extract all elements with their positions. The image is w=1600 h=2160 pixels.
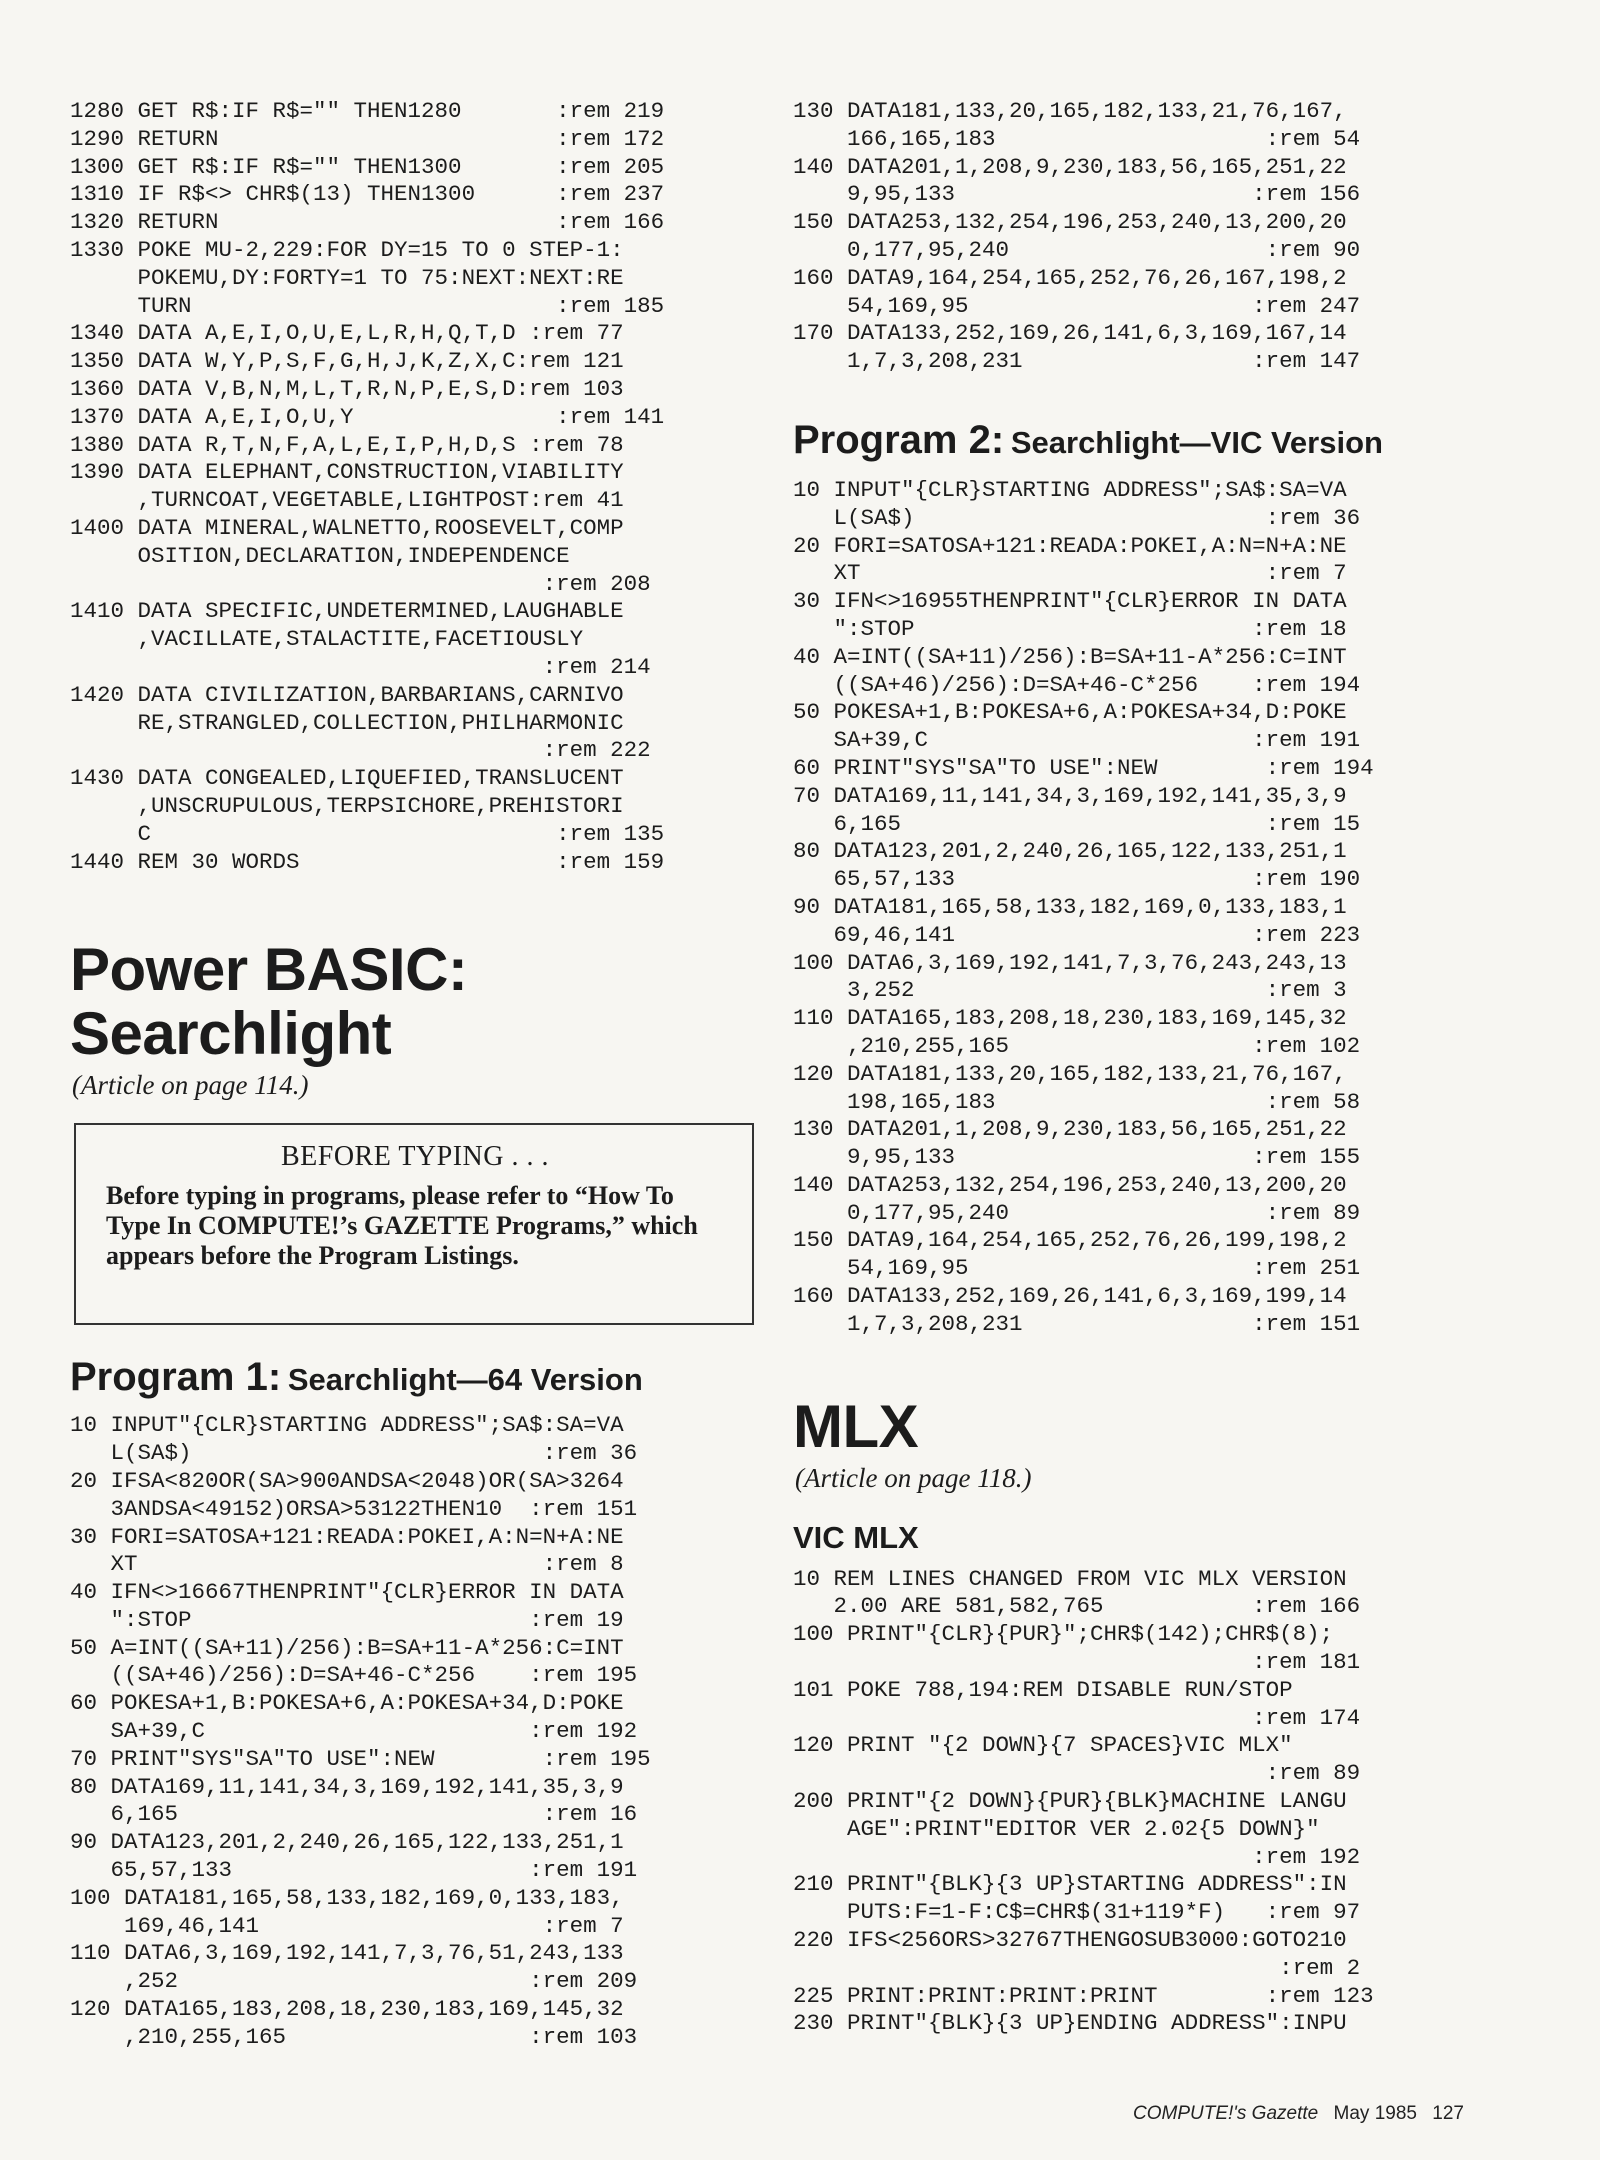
code-line: 54,169,95 :rem 247 <box>793 292 1361 319</box>
code-line: 10 INPUT"{CLR}STARTING ADDRESS";SA$:SA=VA <box>70 1412 624 1439</box>
left-column <box>70 98 760 2052</box>
code-line: ,210,255,165 :rem 103 <box>70 2023 638 2050</box>
code-line: L(SA$) :rem 36 <box>793 504 1361 531</box>
code-line: TURN :rem 185 <box>70 292 665 319</box>
program2-heading <box>793 418 1483 463</box>
code-line: OSITION,DECLARATION,INDEPENDENCE <box>70 542 570 569</box>
before-typing-title: BEFORE TYPING . . . <box>280 1141 549 1173</box>
code-line: 1290 RETURN :rem 172 <box>70 125 665 152</box>
code-line: 1,7,3,208,231 :rem 151 <box>793 1310 1361 1337</box>
code-line: 69,46,141 :rem 223 <box>793 921 1361 948</box>
page-footer <box>1133 2103 1474 2125</box>
code-line: :rem 222 <box>70 737 651 764</box>
code-line: PUTS:F=1-F:C$=CHR$(31+119*F) :rem 97 <box>793 1899 1361 1926</box>
code-line: 120 DATA165,183,208,18,230,183,169,145,32 <box>70 1996 624 2023</box>
code-line: 170 DATA133,252,169,26,141,6,3,169,167,14 <box>793 320 1347 347</box>
code-line: 70 PRINT"SYS"SA"TO USE":NEW :rem 195 <box>70 1745 651 1772</box>
code-line: 1370 DATA A,E,I,O,U,Y :rem 141 <box>70 403 665 430</box>
code-line: 65,57,133 :rem 190 <box>793 866 1361 893</box>
code-line: 140 DATA253,132,254,196,253,240,13,200,20 <box>793 1171 1347 1198</box>
code-line: 20 IFSA<820OR(SA>900ANDSA<2048)OR(SA>3264 <box>70 1467 624 1494</box>
footer-page-number: 127 <box>1432 2103 1464 2124</box>
code-line: 3,252 :rem 3 <box>793 977 1347 1004</box>
code-line: 80 DATA169,11,141,34,3,169,192,141,35,3,9 <box>70 1773 624 1800</box>
code-line: 101 POKE 788,194:REM DISABLE RUN/STOP <box>793 1676 1293 1703</box>
code-line: ,UNSCRUPULOUS,TERPSICHORE,PREHISTORI <box>70 792 624 819</box>
code-line: :rem 174 <box>793 1704 1361 1731</box>
code-line: 9,95,133 :rem 156 <box>793 181 1361 208</box>
code-line: ((SA+46)/256):D=SA+46-C*256 :rem 194 <box>793 671 1361 698</box>
code-line: 40 IFN<>16667THENPRINT"{CLR}ERROR IN DATA <box>70 1579 624 1606</box>
code-line: 140 DATA201,1,208,9,230,183,56,165,251,22 <box>793 153 1347 180</box>
code-line: 100 PRINT"{CLR}{PUR}";CHR$(142);CHR$(8); <box>793 1621 1334 1648</box>
code-line: XT :rem 7 <box>793 560 1347 587</box>
article-reference: (Article on page 114.) <box>72 1070 309 1101</box>
code-line: 1350 DATA W,Y,P,S,F,G,H,J,K,Z,X,C:rem 121 <box>70 348 624 375</box>
code-line: ,252 :rem 209 <box>70 1968 638 1995</box>
program1-listing <box>70 1412 760 2051</box>
code-line: 100 DATA181,165,58,133,182,169,0,133,183, <box>70 1884 624 1911</box>
code-line: 2.00 ARE 581,582,765 :rem 166 <box>793 1593 1361 1620</box>
footer-publication: COMPUTE!'s Gazette <box>1133 2103 1319 2124</box>
code-line: :rem 208 <box>70 570 651 597</box>
code-line: 1300 GET R$:IF R$="" THEN1300 :rem 205 <box>70 153 665 180</box>
code-line: 30 IFN<>16955THENPRINT"{CLR}ERROR IN DATA <box>793 588 1347 615</box>
before-typing-text: Before typing in programs, please refer to “How To Type In COMPUTE!’s GAZETTE Programs,” which appears before the Program Listings. <box>106 1181 698 1271</box>
code-line: 130 DATA181,133,20,165,182,133,21,76,167, <box>793 98 1347 124</box>
code-line: 200 PRINT"{2 DOWN}{PUR}{BLK}MACHINE LANGU <box>793 1788 1347 1815</box>
code-line: 70 DATA169,11,141,34,3,169,192,141,35,3,9 <box>793 782 1347 809</box>
code-line: 1330 POKE MU-2,229:FOR DY=15 TO 0 STEP-1: <box>70 236 624 263</box>
code-line: 1,7,3,208,231 :rem 147 <box>793 348 1361 375</box>
program2-listing <box>793 477 1483 1339</box>
code-line: 130 DATA201,1,208,9,230,183,56,165,251,22 <box>793 1116 1347 1143</box>
code-line: 1280 GET R$:IF R$="" THEN1280 :rem 219 <box>70 98 665 124</box>
code-line: 1320 RETURN :rem 166 <box>70 209 665 236</box>
code-line: :rem 214 <box>70 653 651 680</box>
code-line: 65,57,133 :rem 191 <box>70 1857 638 1884</box>
article-title <box>70 938 760 1066</box>
code-line: 60 PRINT"SYS"SA"TO USE":NEW :rem 194 <box>793 754 1374 781</box>
code-line: 20 FORI=SATOSA+121:READA:POKEI,A:N=N+A:NE <box>793 532 1347 559</box>
code-line: 9,95,133 :rem 155 <box>793 1144 1361 1171</box>
right-column <box>793 98 1483 2038</box>
code-line: XT :rem 8 <box>70 1551 624 1578</box>
code-line: 120 DATA181,133,20,165,182,133,21,76,167, <box>793 1060 1347 1087</box>
code-line: 150 DATA9,164,254,165,252,76,26,199,198,2 <box>793 1227 1347 1254</box>
left-listing-continued <box>70 98 760 876</box>
program2-label: Program 2: <box>793 417 1005 462</box>
footer-issue: May 1985 <box>1333 2103 1417 2124</box>
code-line: 1340 DATA A,E,I,O,U,E,L,R,H,Q,T,D :rem 77 <box>70 320 624 347</box>
code-line: 1380 DATA R,T,N,F,A,L,E,I,P,H,D,S :rem 78 <box>70 431 624 458</box>
article-title-line1: Power BASIC: <box>70 936 468 1004</box>
program1-label: Program 1: <box>70 1355 282 1400</box>
code-line: ((SA+46)/256):D=SA+46-C*256 :rem 195 <box>70 1662 638 1689</box>
code-line: SA+39,C :rem 191 <box>793 727 1361 754</box>
code-line: 10 INPUT"{CLR}STARTING ADDRESS";SA$:SA=VA <box>793 476 1347 503</box>
code-line: 3ANDSA<49152)ORSA>53122THEN10 :rem 151 <box>70 1495 638 1522</box>
program1-heading <box>70 1355 760 1400</box>
code-line: 60 POKESA+1,B:POKESA+6,A:POKESA+34,D:POKE <box>70 1690 624 1717</box>
code-line: 10 REM LINES CHANGED FROM VIC MLX VERSION <box>793 1565 1347 1592</box>
code-line: 198,165,183 :rem 58 <box>793 1088 1361 1115</box>
code-line: 166,165,183 :rem 54 <box>793 125 1361 152</box>
code-line: AGE":PRINT"EDITOR VER 2.02{5 DOWN}" <box>793 1815 1320 1842</box>
code-line: ,TURNCOAT,VEGETABLE,LIGHTPOST:rem 41 <box>70 487 624 514</box>
code-line: :rem 2 <box>793 1954 1361 1981</box>
code-line: POKEMU,DY:FORTY=1 TO 75:NEXT:NEXT:RE <box>70 264 624 291</box>
code-line: :rem 89 <box>793 1760 1361 1787</box>
code-line: ,210,255,165 :rem 102 <box>793 1032 1361 1059</box>
code-line: 110 DATA165,183,208,18,230,183,169,145,32 <box>793 1005 1347 1032</box>
code-line: 0,177,95,240 :rem 89 <box>793 1199 1361 1226</box>
code-line: 160 DATA133,252,169,26,141,6,3,169,199,14 <box>793 1283 1347 1310</box>
code-line: 220 IFS<256ORS>32767THENGOSUB3000:GOTO210 <box>793 1927 1347 1954</box>
code-line: ":STOP :rem 18 <box>793 615 1347 642</box>
mlx-title: MLX <box>793 1392 919 1460</box>
code-line: 40 A=INT((SA+11)/256):B=SA+11-A*256:C=INT <box>793 643 1347 670</box>
code-line: C :rem 135 <box>70 820 665 847</box>
code-line: 169,46,141 :rem 7 <box>70 1912 624 1939</box>
code-line: ":STOP :rem 19 <box>70 1606 624 1633</box>
program2-subtitle: Searchlight—VIC Version <box>1010 424 1383 460</box>
code-line: 50 A=INT((SA+11)/256):B=SA+11-A*256:C=INT <box>70 1634 624 1661</box>
code-line: 100 DATA6,3,169,192,141,7,3,76,243,243,13 <box>793 949 1347 976</box>
code-line: 80 DATA123,201,2,240,26,165,122,133,251,1 <box>793 838 1347 865</box>
code-line: 1440 REM 30 WORDS :rem 159 <box>70 848 665 875</box>
code-line: 210 PRINT"{BLK}{3 UP}STARTING ADDRESS":IN <box>793 1871 1347 1898</box>
code-line: 1360 DATA V,B,N,M,L,T,R,N,P,E,S,D:rem 103 <box>70 375 624 402</box>
code-line: 90 DATA123,201,2,240,26,165,122,133,251,1 <box>70 1829 624 1856</box>
code-line: 54,169,95 :rem 251 <box>793 1255 1361 1282</box>
code-line: 1310 IF R$<> CHR$(13) THEN1300 :rem 237 <box>70 181 665 208</box>
code-line: 225 PRINT:PRINT:PRINT:PRINT :rem 123 <box>793 1982 1374 2009</box>
code-line: 90 DATA181,165,58,133,182,169,0,133,183,1 <box>793 893 1347 920</box>
code-line: 50 POKESA+1,B:POKESA+6,A:POKESA+34,D:POKE <box>793 699 1347 726</box>
code-line: 160 DATA9,164,254,165,252,76,26,167,198,2 <box>793 264 1347 291</box>
code-line: :rem 192 <box>793 1843 1361 1870</box>
code-line: 1430 DATA CONGEALED,LIQUEFIED,TRANSLUCENT <box>70 765 624 792</box>
code-line: 120 PRINT "{2 DOWN}{7 SPACES}VIC MLX" <box>793 1732 1293 1759</box>
code-line: SA+39,C :rem 192 <box>70 1718 638 1745</box>
program1-subtitle: Searchlight—64 Version <box>287 1362 643 1398</box>
article-title-line2: Searchlight <box>70 1000 392 1068</box>
code-line: 6,165 :rem 15 <box>793 810 1361 837</box>
vic-mlx-heading: VIC MLX <box>793 1519 919 1555</box>
code-line: :rem 181 <box>793 1649 1361 1676</box>
code-line: 1390 DATA ELEPHANT,CONSTRUCTION,VIABILITY <box>70 459 624 486</box>
code-line: 1410 DATA SPECIFIC,UNDETERMINED,LAUGHABLE <box>70 598 624 625</box>
mlx-article-reference: (Article on page 118.) <box>795 1462 1032 1493</box>
code-line: RE,STRANGLED,COLLECTION,PHILHARMONIC <box>70 709 624 736</box>
code-line: 110 DATA6,3,169,192,141,7,3,76,51,243,133 <box>70 1940 624 1967</box>
code-line: L(SA$) :rem 36 <box>70 1440 638 1467</box>
code-line: 1420 DATA CIVILIZATION,BARBARIANS,CARNIVO <box>70 681 624 708</box>
before-typing-box <box>74 1123 754 1325</box>
code-line: 0,177,95,240 :rem 90 <box>793 236 1361 263</box>
code-line: 230 PRINT"{BLK}{3 UP}ENDING ADDRESS":INPU <box>793 2010 1347 2037</box>
code-line: 6,165 :rem 16 <box>70 1801 638 1828</box>
code-line: 1400 DATA MINERAL,WALNETTO,ROOSEVELT,COMP <box>70 514 624 541</box>
right-listing-continued <box>793 98 1483 376</box>
vic-mlx-listing <box>793 1566 1483 2039</box>
code-line: ,VACILLATE,STALACTITE,FACETIOUSLY <box>70 626 584 653</box>
code-line: 150 DATA253,132,254,196,253,240,13,200,20 <box>793 209 1347 236</box>
code-line: 30 FORI=SATOSA+121:READA:POKEI,A:N=N+A:NE <box>70 1523 624 1550</box>
